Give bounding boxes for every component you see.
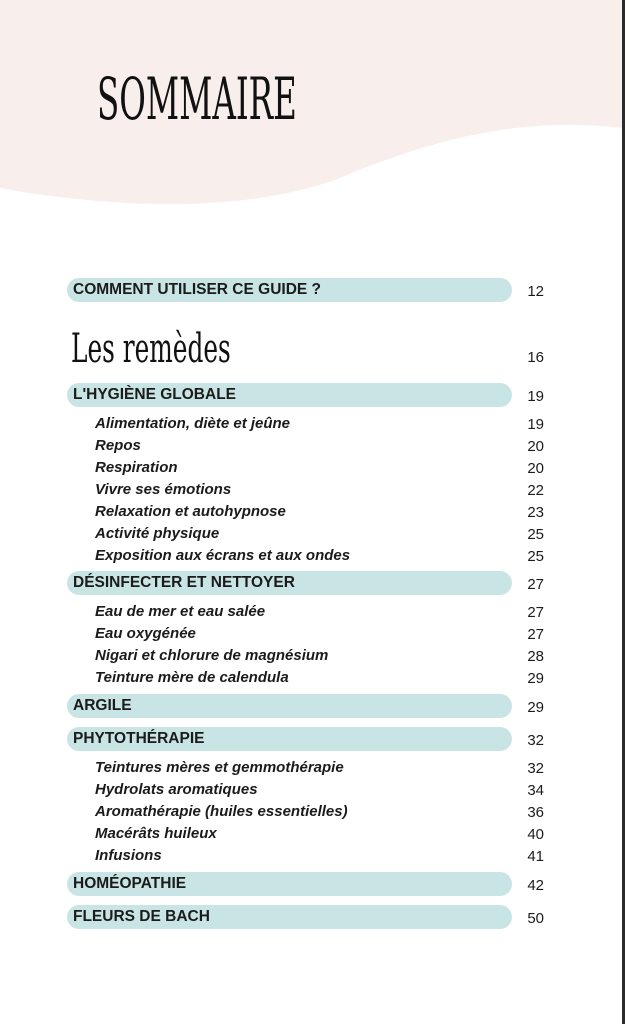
toc-page-number: 32 bbox=[527, 732, 544, 749]
toc-section-homeopathie[interactable] bbox=[67, 872, 512, 896]
toc-item[interactable]: Exposition aux écrans et aux ondes bbox=[95, 547, 351, 564]
toc-page-number: 42 bbox=[527, 877, 544, 894]
toc-page-number: 40 bbox=[527, 826, 544, 843]
toc-page-number: 32 bbox=[527, 760, 544, 777]
toc-item[interactable]: Aromathérapie (huiles essentielles) bbox=[95, 803, 348, 820]
toc-section-desinfecter[interactable] bbox=[67, 571, 512, 595]
toc-item[interactable]: Relaxation et autohypnose bbox=[95, 503, 286, 520]
toc-page-number: 29 bbox=[527, 670, 544, 687]
toc-item[interactable]: Activité physique bbox=[95, 525, 220, 542]
toc-item[interactable]: Nigari et chlorure de magnésium bbox=[95, 647, 329, 664]
toc-section-label: ARGILE bbox=[73, 697, 132, 714]
toc-section-label: FLEURS DE BACH bbox=[73, 908, 210, 925]
toc-page-number: 25 bbox=[527, 548, 544, 565]
toc-page-number: 27 bbox=[527, 626, 544, 643]
toc-item[interactable]: Hydrolats aromatiques bbox=[95, 781, 258, 798]
toc-entry-label: COMMENT UTILISER CE GUIDE ? bbox=[73, 281, 321, 298]
toc-item[interactable]: Infusions bbox=[95, 847, 162, 864]
toc-page-number: 23 bbox=[527, 504, 544, 521]
toc-item[interactable]: Repos bbox=[95, 437, 141, 454]
toc-item[interactable]: Alimentation, diète et jeûne bbox=[95, 415, 291, 432]
section-heading-remedes: Les remèdes bbox=[71, 326, 231, 372]
toc-page-number: 28 bbox=[527, 648, 544, 665]
toc-section-hygiene[interactable] bbox=[67, 383, 512, 407]
toc-item[interactable]: Respiration bbox=[95, 459, 178, 476]
toc-page-number: 27 bbox=[527, 576, 544, 593]
toc-item[interactable]: Macérâts huileux bbox=[95, 825, 217, 842]
toc-section-label: HOMÉOPATHIE bbox=[73, 875, 187, 892]
toc-item[interactable]: Eau oxygénée bbox=[95, 625, 196, 642]
toc-item[interactable]: Eau de mer et eau salée bbox=[95, 603, 266, 620]
toc-page-number: 19 bbox=[527, 416, 544, 433]
toc-page-number: 34 bbox=[527, 782, 544, 799]
toc-page-number: 19 bbox=[527, 388, 544, 405]
toc-page-number: 22 bbox=[527, 482, 544, 499]
toc-section-label: PHYTOTHÉRAPIE bbox=[73, 730, 205, 747]
toc-section-phytotherapie[interactable] bbox=[67, 727, 512, 751]
toc-page-number: 20 bbox=[527, 438, 544, 455]
toc-page-number: 20 bbox=[527, 460, 544, 477]
toc-page-number: 16 bbox=[527, 349, 544, 366]
toc-page-number: 12 bbox=[527, 283, 544, 300]
toc-page-number: 27 bbox=[527, 604, 544, 621]
toc-item[interactable]: Teintures mères et gemmothérapie bbox=[95, 759, 344, 776]
header-background bbox=[0, 0, 622, 215]
toc-section-label: L'HYGIÈNE GLOBALE bbox=[73, 386, 236, 403]
toc-page-number: 36 bbox=[527, 804, 544, 821]
toc-page-number: 29 bbox=[527, 699, 544, 716]
toc-section-argile[interactable] bbox=[67, 694, 512, 718]
toc-section-fleurs-de-bach[interactable] bbox=[67, 905, 512, 929]
toc-page-number: 50 bbox=[527, 910, 544, 927]
toc-page-number: 25 bbox=[527, 526, 544, 543]
toc-entry-intro[interactable] bbox=[67, 278, 512, 302]
page-title: SOMMAIRE bbox=[97, 65, 297, 133]
toc-section-label: DÉSINFECTER ET NETTOYER bbox=[73, 574, 295, 591]
toc-item[interactable]: Teinture mère de calendula bbox=[95, 669, 289, 686]
toc-item[interactable]: Vivre ses émotions bbox=[95, 481, 232, 498]
toc-page-number: 41 bbox=[527, 848, 544, 865]
